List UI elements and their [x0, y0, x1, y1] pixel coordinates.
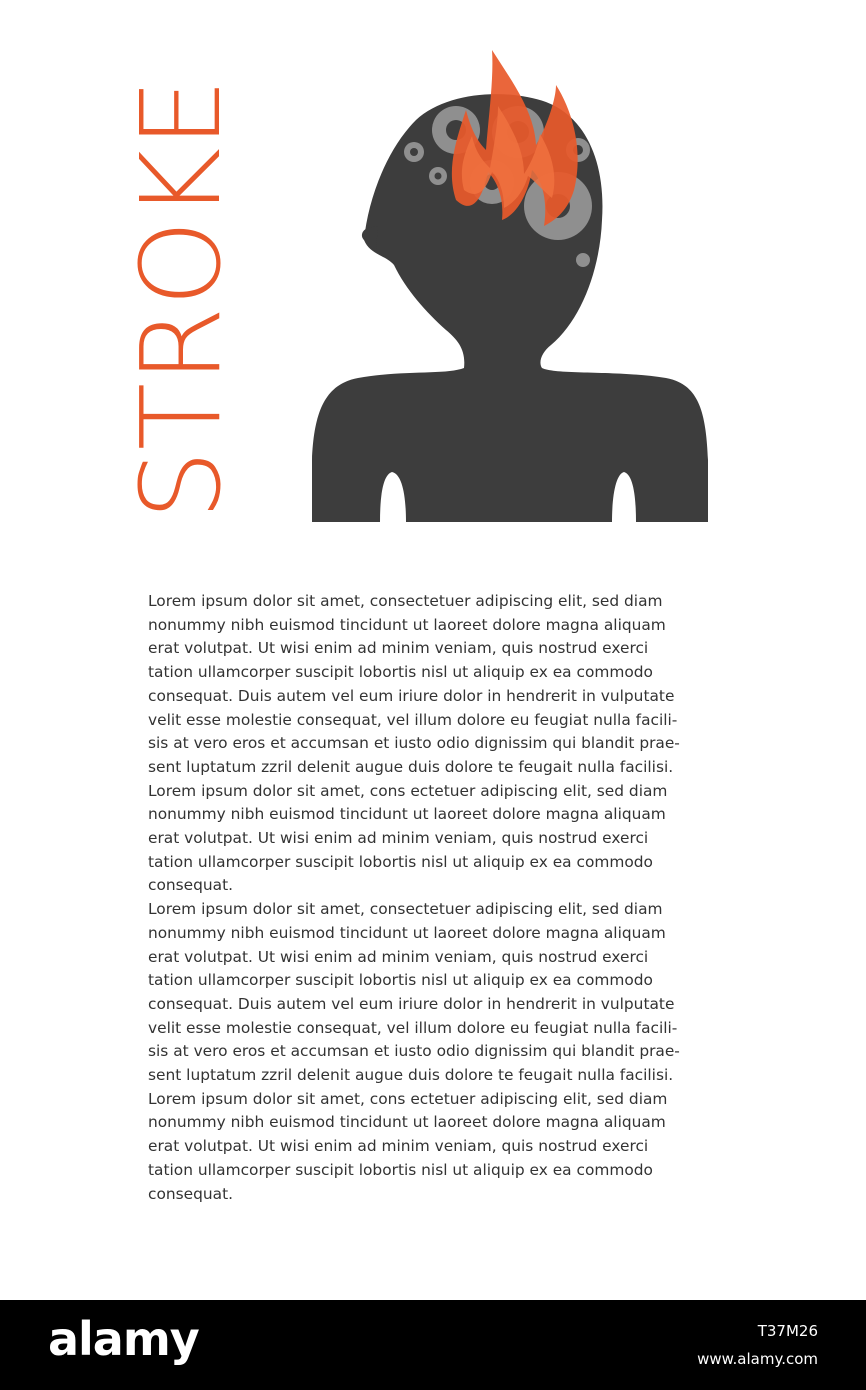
- watermark-url[interactable]: www.alamy.com: [697, 1350, 818, 1368]
- watermark-bar: [0, 1300, 866, 1390]
- stroke-title: STROKE: [117, 78, 245, 520]
- flame-icon: [452, 50, 578, 226]
- alamy-logo: alamy: [48, 1312, 199, 1366]
- paragraph-2: Lorem ipsum dolor sit amet, consectetuer adipiscing elit, sed diam nonummy nibh euismod tincidunt ut laoreet dolore magna aliquam erat volutpat. Ut wisi enim ad minim veniam, quis nostrud exerci tation ullamcorper suscipit lobortis nisl ut aliquip ex ea commodo consequat. Duis autem vel eum iriure dolor in hendrerit in vulputate velit esse molestie consequat, vel illum dolore eu feugiat nulla facili- sis at vero eros et accumsan et iusto odio dignissim qui blandit prae- sent luptatum zzril delenit augue duis dolore te feugait nulla facilisi. Lorem ipsum dolor sit amet, cons ectetuer adipiscing elit, sed diam nonummy nibh euismod tincidunt ut laoreet dolore magna aliquam erat volutpat. Ut wisi enim ad minim veniam, quis nostrud exerci tation ullamcorper suscipit lobortis nisl ut aliquip ex ea commodo consequat.: [148, 900, 680, 1203]
- body-text: [148, 590, 728, 1206]
- image-id: T37M26: [757, 1322, 818, 1340]
- paragraph-1: Lorem ipsum dolor sit amet, consectetuer adipiscing elit, sed diam nonummy nibh euismod tincidunt ut laoreet dolore magna aliquam erat volutpat. Ut wisi enim ad minim veniam, quis nostrud exerci tation ullamcorper suscipit lobortis nisl ut aliquip ex ea commodo consequat. Duis autem vel eum iriure dolor in hendrerit in vulputate velit esse molestie consequat, vel illum dolore eu feugiat nulla facili- sis at vero eros et accumsan et iusto odio dignissim qui blandit prae- sent luptatum zzril delenit augue duis dolore te feugait nulla facilisi. Lorem ipsum dolor sit amet, cons ectetuer adipiscing elit, sed diam nonummy nibh euismod tincidunt ut laoreet dolore magna aliquam erat volutpat. Ut wisi enim ad minim veniam, quis nostrud exerci tation ullamcorper suscipit lobortis nisl ut aliquip ex ea commodo consequat.: [148, 592, 680, 895]
- head-gears-flames-icon: [306, 50, 716, 525]
- head-silhouette-illustration: [306, 50, 716, 525]
